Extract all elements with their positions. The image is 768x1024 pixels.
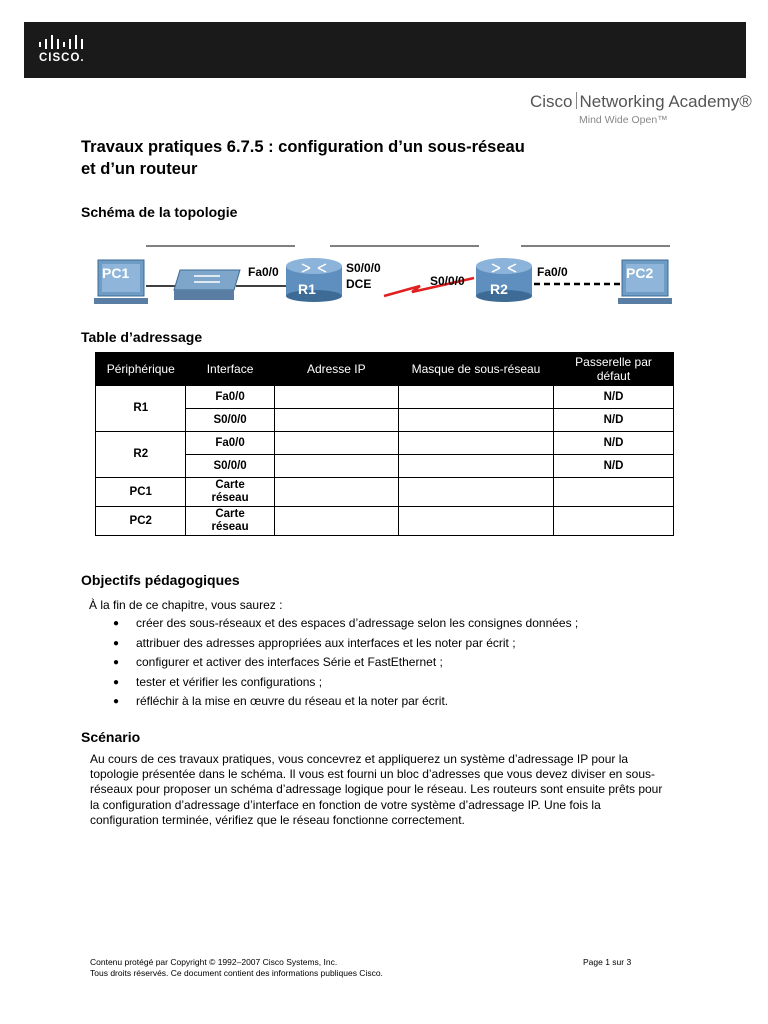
col-mask: Masque de sous-réseau xyxy=(398,353,553,386)
mask-cell xyxy=(398,455,553,478)
r2-serial-label: S0/0/0 xyxy=(430,274,465,288)
ip-cell xyxy=(274,455,398,478)
dce-label: DCE xyxy=(346,277,372,291)
device-cell: R2 xyxy=(96,432,186,478)
bullet-icon: ● xyxy=(113,696,120,707)
ip-cell xyxy=(274,409,398,432)
mask-cell xyxy=(398,478,553,507)
topology-diagram xyxy=(90,238,690,318)
academy-cisco: Cisco xyxy=(530,92,573,111)
list-item: ● réfléchir à la mise en œuvre du réseau et la noter par écrit. xyxy=(110,692,578,712)
col-interface: Interface xyxy=(186,353,274,386)
page-title: Travaux pratiques 6.7.5 : configuration d’un sous-réseau et d’un routeur xyxy=(81,138,525,178)
ip-cell xyxy=(274,432,398,455)
switch-icon xyxy=(174,270,240,300)
list-item: ● tester et vérifier les configurations ; xyxy=(110,673,578,693)
r2-label: R2 xyxy=(490,281,508,297)
interface-cell: S0/0/0 xyxy=(186,455,274,478)
pc2-label: PC2 xyxy=(626,265,654,281)
pc1-label: PC1 xyxy=(102,265,130,281)
r2-fa-label: Fa0/0 xyxy=(537,265,568,279)
cisco-wordmark: CISCO. xyxy=(39,52,85,64)
gateway-cell xyxy=(554,507,674,536)
ip-cell xyxy=(274,478,398,507)
table-row xyxy=(96,478,674,507)
objectives-list xyxy=(110,614,578,712)
cisco-logo xyxy=(38,35,98,69)
header-bar xyxy=(24,22,746,78)
list-item: ● attribuer des adresses appropriées aux interfaces et les noter par écrit ; xyxy=(110,634,578,654)
ip-cell xyxy=(274,386,398,409)
topology-heading: Schéma de la topologie xyxy=(81,204,238,220)
bullet-icon: ● xyxy=(113,676,120,688)
objectives-intro: À la fin de ce chapitre, vous saurez : xyxy=(89,598,283,612)
list-item: ● configurer et activer des interfaces Série et FastEthernet ; xyxy=(110,653,578,673)
device-cell: R1 xyxy=(96,386,186,432)
mask-cell xyxy=(398,432,553,455)
scenario-heading: Scénario xyxy=(81,729,141,745)
col-ip: Adresse IP xyxy=(274,353,398,386)
interface-cell: Fa0/0 xyxy=(186,432,274,455)
device-cell: PC2 xyxy=(96,507,186,536)
ip-cell xyxy=(274,507,398,536)
table-row xyxy=(96,432,674,455)
mask-cell xyxy=(398,409,553,432)
gateway-cell: N/D xyxy=(554,455,674,478)
col-gateway: Passerelle par défaut xyxy=(554,353,674,386)
gateway-cell: N/D xyxy=(554,432,674,455)
interface-cell: Carte réseau xyxy=(186,478,274,507)
list-item: ● créer des sous-réseaux et des espaces d’adressage selon les consignes données ; xyxy=(110,614,578,634)
scenario-text: Au cours de ces travaux pratiques, vous concevrez et appliquerez un système d’adressage IP pour la topologie présentée dans le schéma. Il vous est fourni un bloc d’adresses que vous devez diviser en sous-réseaux pour proposer un schéma d’adressage logique pour le réseau. Les routeurs sont ensuite prêts pour la configuration d’adressage d’interface en fonction de votre système d’adressage IP. Une fois la configuration terminée, vérifiez que le réseau fonctionne correctement. xyxy=(90,752,663,827)
cisco-bars-icon xyxy=(38,35,86,51)
col-device: Périphérique xyxy=(96,353,186,386)
page-number: Page 1 sur 3 xyxy=(583,957,632,967)
table-row xyxy=(96,386,674,409)
r1-label: R1 xyxy=(298,281,316,297)
r1-fa-label: Fa0/0 xyxy=(248,265,279,279)
addressing-table xyxy=(95,352,674,536)
footer-copyright: Contenu protégé par Copyright © 1992–2007 Cisco Systems, Inc. Tous droits réservés. Ce document contient des informations publiques Cisco. xyxy=(90,957,383,978)
gateway-cell xyxy=(554,478,674,507)
interface-cell: S0/0/0 xyxy=(186,409,274,432)
networking-academy-logo xyxy=(530,92,750,132)
r1-serial-label: S0/0/0 xyxy=(346,261,381,275)
objectives-heading: Objectifs pédagogiques xyxy=(81,572,240,588)
gateway-cell: N/D xyxy=(554,386,674,409)
table-header-row xyxy=(96,353,674,386)
mask-cell xyxy=(398,386,553,409)
bullet-icon: ● xyxy=(113,637,120,649)
interface-cell: Carte réseau xyxy=(186,507,274,536)
addressing-heading: Table d’adressage xyxy=(81,329,203,345)
gateway-cell: N/D xyxy=(554,409,674,432)
academy-tagline: Mind Wide Open™ xyxy=(579,114,668,126)
interface-cell: Fa0/0 xyxy=(186,386,274,409)
device-cell: PC1 xyxy=(96,478,186,507)
bullet-icon: ● xyxy=(113,657,120,668)
academy-name: Networking Academy® xyxy=(579,92,752,111)
bullet-icon: ● xyxy=(113,618,120,629)
mask-cell xyxy=(398,507,553,536)
table-row xyxy=(96,507,674,536)
